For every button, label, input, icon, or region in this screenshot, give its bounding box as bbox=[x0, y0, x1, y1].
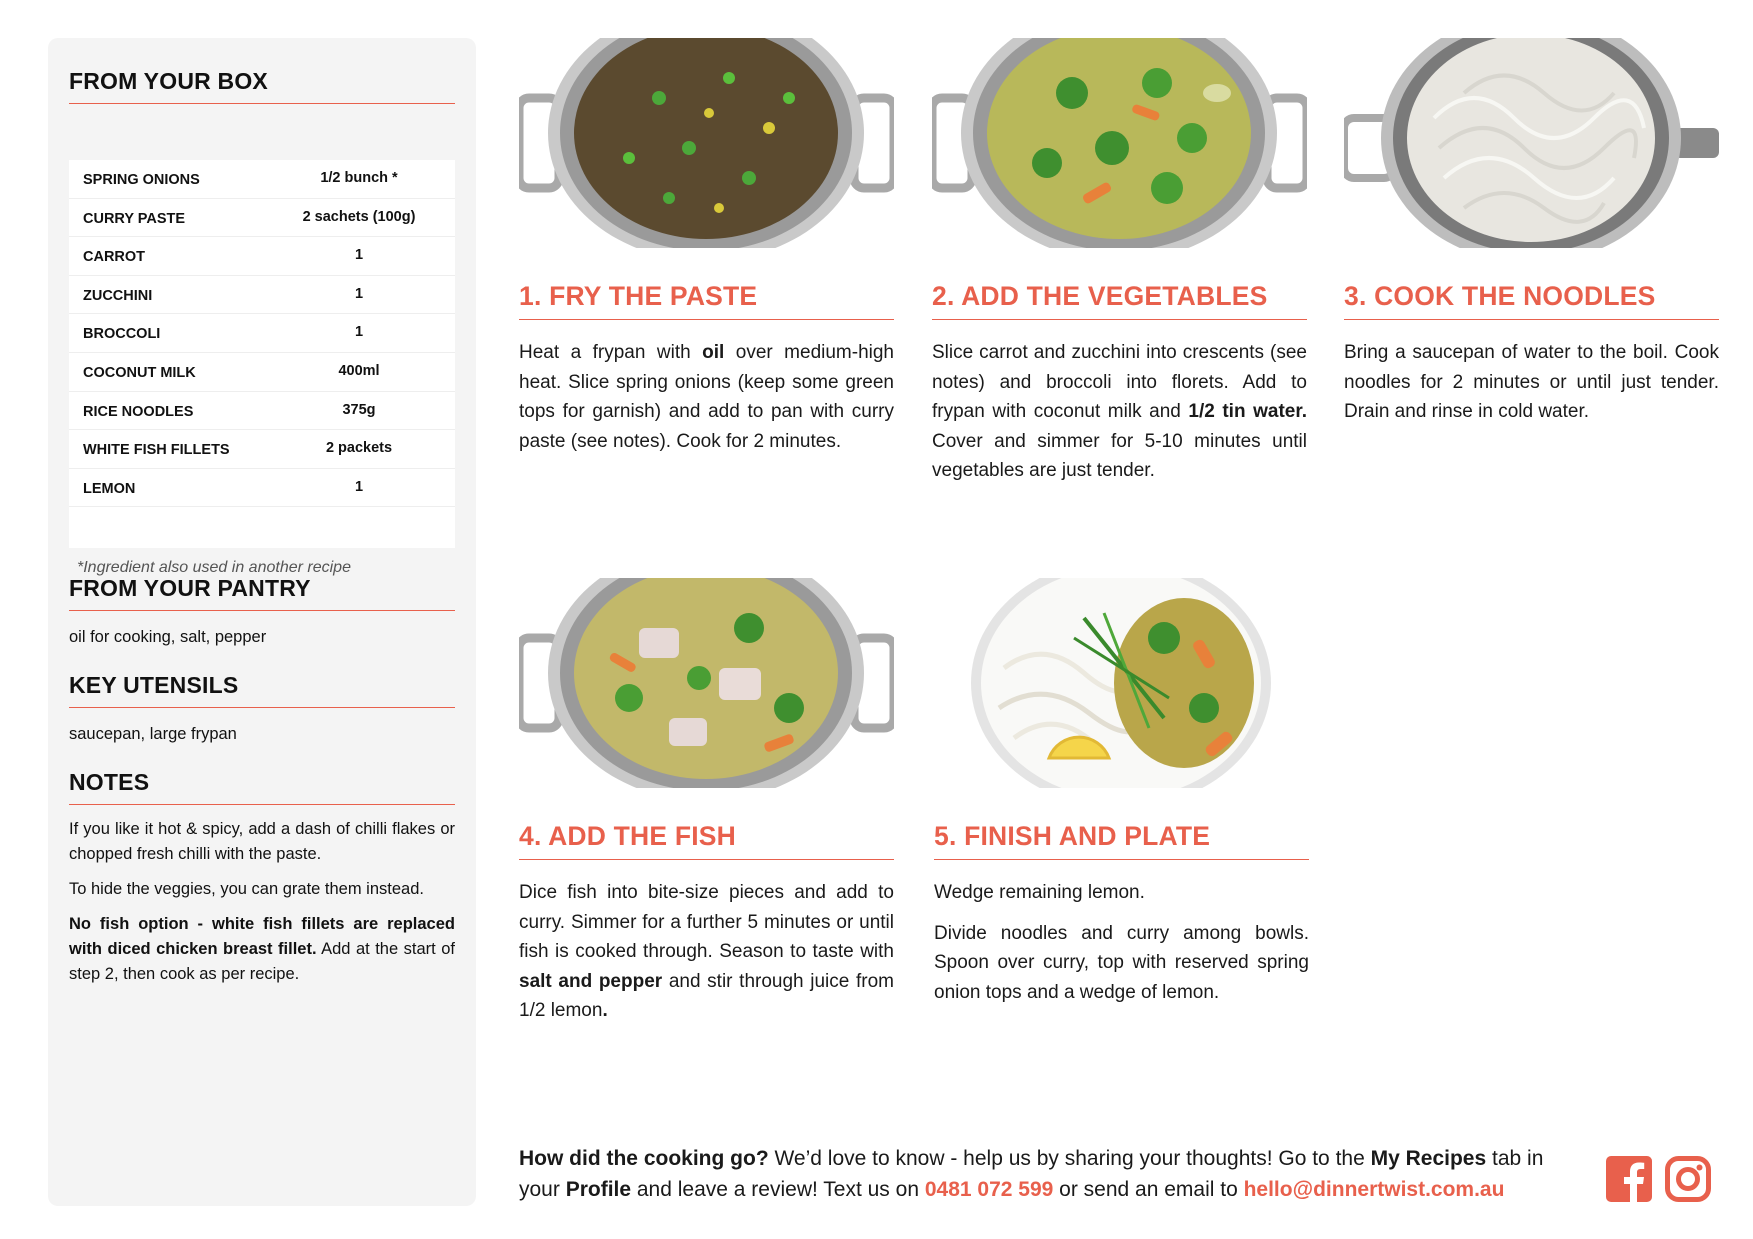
step-text: Heat a frypan with bbox=[519, 342, 703, 363]
table-row bbox=[69, 199, 455, 238]
ingredient-quantity: 1 bbox=[354, 247, 364, 264]
step-4-photo bbox=[519, 578, 894, 788]
ingredient-name: RICE NOODLES bbox=[83, 403, 194, 420]
footer-text: tab in your bbox=[519, 1147, 1544, 1201]
footer-text: We’d love to know - help us by sharing your thoughts! Go to the bbox=[768, 1147, 1371, 1170]
step-text: and stir through juice from 1/2 lemon bbox=[519, 970, 894, 1021]
table-row bbox=[69, 314, 455, 353]
table-row bbox=[69, 160, 455, 199]
feedback-footer bbox=[519, 1143, 1579, 1205]
ingredient-quantity: 2 packets bbox=[325, 440, 393, 457]
email-link[interactable]: hello@dinnertwist.com.au bbox=[1243, 1178, 1505, 1201]
utensils-heading: KEY UTENSILS bbox=[69, 672, 455, 708]
step-bold-text: salt and pepper bbox=[519, 970, 663, 992]
footer-text: and leave a review! Text us on bbox=[631, 1178, 925, 1201]
from-your-box-heading: FROM YOUR BOX bbox=[69, 68, 455, 104]
ingredient-quantity: 400ml bbox=[338, 362, 380, 379]
step-text: Slice carrot and zucchini into crescents (see notes) and broccoli into florets. Add to frypan with coconut milk and bbox=[932, 342, 1307, 422]
pantry-heading: FROM YOUR PANTRY bbox=[69, 575, 455, 611]
note-paragraph bbox=[69, 912, 455, 987]
ingredients-sidebar bbox=[48, 38, 476, 1206]
step-bold-text: . bbox=[602, 1000, 608, 1021]
ingredient-name: CARROT bbox=[83, 249, 146, 266]
ingredient-quantity: 2 sachets (100g) bbox=[302, 208, 416, 225]
note-bold-text: No fish option - white fish fillets are replaced with diced chicken breast fillet. bbox=[69, 915, 455, 958]
table-row bbox=[69, 276, 455, 315]
step-4-instructions bbox=[519, 878, 894, 1026]
ingredient-name: LEMON bbox=[83, 480, 136, 497]
facebook-icon[interactable] bbox=[1606, 1156, 1652, 1202]
step-text: Divide noodles and curry among bowls. Spoon over curry, top with reserved spring onion tops and a wedge of lemon. bbox=[934, 922, 1309, 1003]
phone-link[interactable]: 0481 072 599 bbox=[924, 1178, 1054, 1201]
note-text: Add at the start of step 2, then cook as per recipe. bbox=[69, 940, 455, 983]
footer-bold-text: My Recipes bbox=[1370, 1147, 1487, 1170]
step-text: Cover and simmer for 5-10 minutes until vegetables are just tender. bbox=[932, 430, 1307, 481]
step-2-heading: 2. ADD THE VEGETABLES bbox=[932, 281, 1307, 320]
step-2-instructions bbox=[932, 338, 1307, 486]
utensils-text: saucepan, large frypan bbox=[69, 725, 237, 743]
ingredient-quantity: 1/2 bunch * bbox=[320, 170, 398, 186]
ingredient-name: CURRY PASTE bbox=[83, 210, 186, 227]
step-3-heading: 3. COOK THE NOODLES bbox=[1344, 281, 1719, 320]
table-row bbox=[69, 353, 455, 392]
table-row bbox=[69, 430, 455, 469]
ingredients-table bbox=[69, 160, 455, 548]
ingredient-quantity: 1 bbox=[354, 285, 364, 302]
table-row bbox=[69, 237, 455, 276]
ingredient-name: COCONUT MILK bbox=[83, 364, 196, 381]
step-text: Bring a saucepan of water to the boil. Cook noodles for 2 minutes or until just tender. Drain and rinse in cold water. bbox=[1344, 342, 1719, 422]
pantry-section bbox=[69, 575, 455, 650]
step-2-photo bbox=[932, 38, 1307, 248]
note-paragraph: To hide the veggies, you can grate them instead. bbox=[69, 880, 424, 898]
ingredient-name: BROCCOLI bbox=[83, 326, 161, 343]
footer-text: or send an email to bbox=[1053, 1178, 1244, 1201]
ingredient-quantity: 1 bbox=[354, 478, 364, 495]
step-bold-text: 1/2 tin water. bbox=[1188, 401, 1307, 422]
note-paragraph: If you like it hot & spicy, add a dash of chilli flakes or chopped fresh chilli with the paste. bbox=[69, 820, 455, 863]
step-text: Dice fish into bite-size pieces and add to curry. Simmer for a further 5 minutes or until fish is cooked through. Season to taste with bbox=[519, 882, 894, 962]
table-row bbox=[69, 392, 455, 431]
step-4 bbox=[519, 578, 894, 1026]
notes-section bbox=[69, 769, 455, 987]
step-1-heading: 1. FRY THE PASTE bbox=[519, 281, 894, 320]
step-1 bbox=[519, 38, 894, 456]
utensils-section bbox=[69, 672, 455, 747]
step-4-heading: 4. ADD THE FISH bbox=[519, 821, 894, 860]
ingredient-name: WHITE FISH FILLETS bbox=[83, 442, 230, 459]
step-5-instructions bbox=[934, 878, 1309, 1007]
step-3-photo bbox=[1344, 38, 1719, 248]
ingredient-quantity: 1 bbox=[354, 324, 364, 341]
ingredient-name: SPRING ONIONS bbox=[83, 172, 200, 188]
step-1-instructions bbox=[519, 338, 894, 456]
footer-bold-text: Profile bbox=[565, 1178, 632, 1201]
ingredient-quantity: 375g bbox=[342, 401, 376, 418]
pantry-text: oil for cooking, salt, pepper bbox=[69, 628, 267, 646]
step-1-photo bbox=[519, 38, 894, 248]
from-your-box-section bbox=[69, 68, 455, 104]
table-row bbox=[69, 469, 455, 508]
instagram-icon[interactable] bbox=[1665, 1156, 1711, 1202]
step-5 bbox=[934, 578, 1309, 1007]
step-5-heading: 5. FINISH AND PLATE bbox=[934, 821, 1309, 860]
step-text: Wedge remaining lemon. bbox=[934, 882, 1145, 903]
step-bold-text: oil bbox=[702, 342, 725, 363]
footer-bold-text: How did the cooking go? bbox=[519, 1147, 769, 1170]
step-3-instructions bbox=[1344, 338, 1719, 427]
step-2 bbox=[932, 38, 1307, 486]
ingredient-footnote: *Ingredient also used in another recipe bbox=[77, 559, 351, 576]
step-3 bbox=[1344, 38, 1719, 427]
notes-heading: NOTES bbox=[69, 769, 455, 805]
step-5-photo bbox=[934, 578, 1309, 788]
step-text: over medium-high heat. Slice spring onions (keep some green tops for garnish) and add to pan with curry paste (see notes). Cook for 2 minutes. bbox=[519, 342, 894, 452]
ingredient-name: ZUCCHINI bbox=[83, 287, 153, 304]
